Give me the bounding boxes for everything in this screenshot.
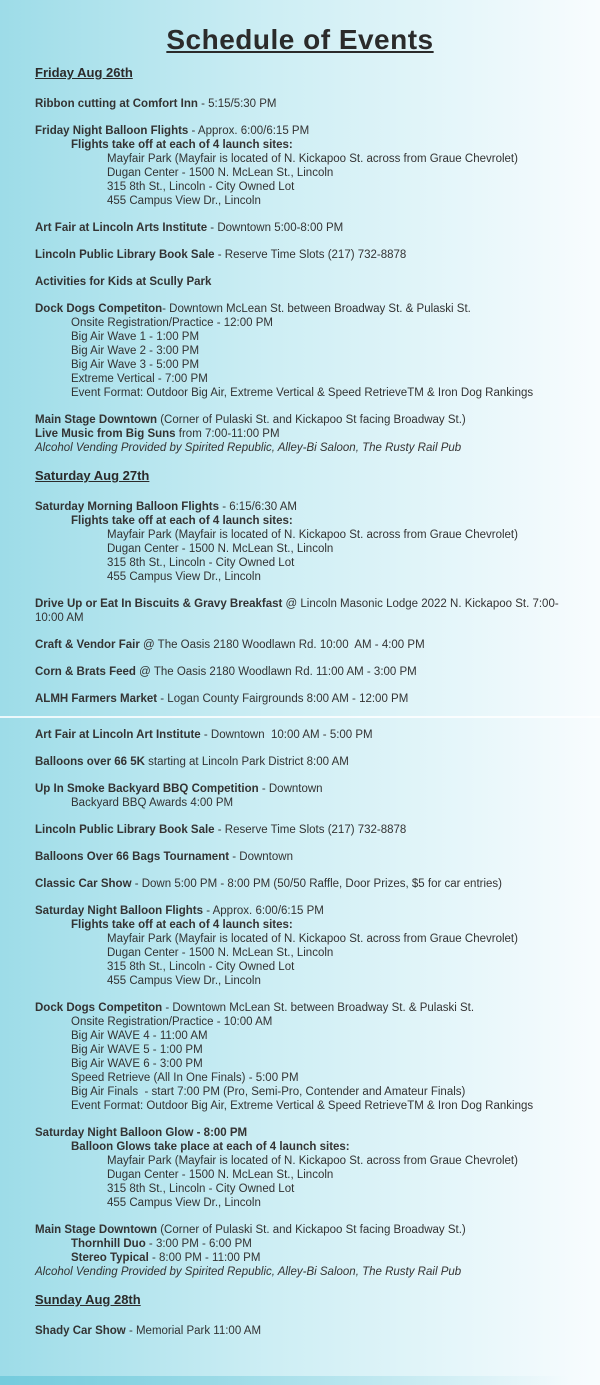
- event-line: [107, 932, 565, 946]
- event-line: [71, 330, 565, 344]
- event-detail-text: Onsite Registration/Practice - 10:00 AM: [71, 1016, 273, 1028]
- event-detail-text: Dugan Center - 1500 N. McLean St., Lincoln: [107, 1169, 334, 1181]
- event-line: [107, 194, 565, 208]
- event-block: [35, 1001, 565, 1113]
- event-detail-text: - Memorial Park 11:00 AM: [125, 1325, 262, 1337]
- event-line: [107, 180, 565, 194]
- event-detail-text: - 6:15/6:30 AM: [219, 501, 297, 513]
- event-detail-text: Alcohol Vending Provided by Spirited Republic, Alley-Bi Saloon, The Rusty Rail Pub: [35, 1266, 462, 1278]
- event-detail-text: Onsite Registration/Practice - 12:00 PM: [71, 317, 273, 329]
- event-name-text: Saturday Morning Balloon Flights: [35, 501, 219, 513]
- schedule-section: [35, 468, 565, 1279]
- event-detail-text: - Downtown 10:00 AM - 5:00 PM: [200, 729, 373, 741]
- event-name-text: Corn & Brats Feed: [35, 666, 136, 678]
- event-detail-text: Mayfair Park (Mayfair is located of N. Kickapoo St. across from Graue Chevrolet): [107, 529, 518, 541]
- event-detail-text: 455 Campus View Dr., Lincoln: [107, 1197, 261, 1209]
- event-line: [35, 692, 565, 706]
- event-block: [35, 877, 565, 891]
- event-line: [107, 166, 565, 180]
- event-detail-text: Dugan Center - 1500 N. McLean St., Lincoln: [107, 543, 334, 555]
- event-line: [107, 570, 565, 584]
- event-line: [107, 152, 565, 166]
- event-line: [35, 441, 565, 455]
- event-block: [35, 1223, 565, 1279]
- event-detail-text: Big Air Finals - start 7:00 PM (Pro, Semi-Pro, Contender and Amateur Finals): [71, 1086, 466, 1098]
- event-detail-text: 455 Campus View Dr., Lincoln: [107, 195, 261, 207]
- event-detail-text: Big Air WAVE 6 - 3:00 PM: [71, 1058, 203, 1070]
- event-block: [35, 755, 565, 769]
- event-line: [35, 124, 565, 138]
- event-line: [107, 960, 565, 974]
- event-detail-text: Speed Retrieve (All In One Finals) - 5:00 PM: [71, 1072, 299, 1084]
- event-line: [35, 1265, 565, 1279]
- event-detail-text: - Approx. 6:00/6:15 PM: [203, 905, 324, 917]
- event-line: [71, 1057, 565, 1071]
- event-line: [107, 1154, 565, 1168]
- event-detail-text: @ Lincoln Masonic Lodge 2022 N. Kickapoo St. 7:00-10:00 AM: [35, 598, 559, 624]
- event-name-text: Drive Up or Eat In Biscuits & Gravy Breakfast: [35, 598, 283, 610]
- event-line: [35, 1223, 565, 1237]
- event-name-text: Stereo Typical: [71, 1252, 149, 1264]
- event-line: [71, 372, 565, 386]
- event-line: [35, 823, 565, 837]
- event-name-text: Thornhill Duo: [71, 1238, 146, 1250]
- event-detail-text: Dugan Center - 1500 N. McLean St., Lincoln: [107, 947, 334, 959]
- event-line: [71, 1015, 565, 1029]
- event-line: [35, 97, 565, 111]
- event-detail-text: @ The Oasis 2180 Woodlawn Rd. 11:00 AM - 3:00 PM: [135, 666, 417, 678]
- event-line: [107, 1182, 565, 1196]
- event-name-text: Balloons Over 66 Bags Tournament: [35, 851, 230, 863]
- event-detail-text: Mayfair Park (Mayfair is located of N. Kickapoo St. across from Graue Chevrolet): [107, 1155, 518, 1167]
- event-detail-text: 315 8th St., Lincoln - City Owned Lot: [107, 181, 295, 193]
- event-detail-text: Dugan Center - 1500 N. McLean St., Lincoln: [107, 167, 334, 179]
- event-line: [107, 528, 565, 542]
- event-block: [35, 500, 565, 584]
- event-detail-text: Extreme Vertical - 7:00 PM: [71, 373, 208, 385]
- event-name-text: Dock Dogs Competiton: [35, 1002, 163, 1014]
- event-name-text: Friday Night Balloon Flights: [35, 125, 189, 137]
- event-detail-text: Big Air Wave 1 - 1:00 PM: [71, 331, 200, 343]
- event-detail-text: - Downtown: [229, 851, 293, 863]
- event-line: [35, 877, 565, 891]
- event-detail-text: starting at Lincoln Park District 8:00 AM: [144, 756, 349, 768]
- event-name-text: Flights take off at each of 4 launch sites:: [71, 515, 293, 527]
- schedule-section: [35, 65, 565, 455]
- event-line: [35, 904, 565, 918]
- event-line: [71, 1071, 565, 1085]
- event-detail-text: from 7:00-11:00 PM: [175, 428, 280, 440]
- event-detail-text: 315 8th St., Lincoln - City Owned Lot: [107, 961, 295, 973]
- page-break-divider: [0, 716, 600, 718]
- event-line: [107, 1196, 565, 1210]
- event-name-text: Main Stage Downtown: [35, 414, 158, 426]
- event-name-text: Dock Dogs Competiton: [35, 303, 163, 315]
- schedule-section: [35, 1292, 565, 1338]
- event-line: [71, 316, 565, 330]
- event-line: [107, 542, 565, 556]
- event-line: [71, 1029, 565, 1043]
- event-detail-text: Mayfair Park (Mayfair is located of N. Kickapoo St. across from Graue Chevrolet): [107, 153, 518, 165]
- event-line: [35, 1126, 565, 1140]
- event-line: [35, 850, 565, 864]
- event-line: [71, 1140, 565, 1154]
- event-detail-text: - Approx. 6:00/6:15 PM: [188, 125, 310, 137]
- day-heading: Friday Aug 26th: [35, 65, 133, 80]
- sections: [35, 65, 565, 1338]
- event-detail-text: Event Format: Outdoor Big Air, Extreme Vertical & Speed RetrieveTM & Iron Dog Rankings: [71, 1100, 534, 1112]
- event-name-text: Lincoln Public Library Book Sale: [35, 249, 215, 261]
- event-line: [35, 500, 565, 514]
- event-block: [35, 1126, 565, 1210]
- event-detail-text: - Downtown McLean St. between Broadway St. & Pulaski St.: [162, 1002, 475, 1014]
- event-line: [35, 665, 565, 679]
- event-block: [35, 275, 565, 289]
- event-line: [71, 1251, 565, 1265]
- event-name-text: Lincoln Public Library Book Sale: [35, 824, 215, 836]
- event-line: [71, 918, 565, 932]
- event-line: [71, 1043, 565, 1057]
- event-block: [35, 97, 565, 111]
- event-block: [35, 413, 565, 455]
- event-name-text: Flights take off at each of 4 launch sites:: [71, 139, 293, 151]
- event-block: [35, 904, 565, 988]
- event-detail-text: - Reserve Time Slots (217) 732-8878: [214, 249, 407, 261]
- event-line: [71, 1085, 565, 1099]
- event-name-text: Saturday Night Balloon Flights: [35, 905, 204, 917]
- event-name-text: Shady Car Show: [35, 1325, 126, 1337]
- event-name-text: Up In Smoke Backyard BBQ Competition: [35, 783, 259, 795]
- event-line: [71, 796, 565, 810]
- event-line: [35, 413, 565, 427]
- event-detail-text: Big Air Wave 2 - 3:00 PM: [71, 345, 200, 357]
- event-line: [107, 556, 565, 570]
- event-block: [35, 692, 565, 706]
- event-line: [107, 974, 565, 988]
- event-name-text: Flights take off at each of 4 launch sites:: [71, 919, 293, 931]
- event-block: [35, 302, 565, 400]
- event-line: [35, 275, 565, 289]
- event-name-text: Ribbon cutting at Comfort Inn: [35, 98, 198, 110]
- event-block: [35, 782, 565, 810]
- event-line: [35, 1001, 565, 1015]
- page-title: Schedule of Events: [166, 24, 434, 55]
- event-name-text: Live Music from Big Suns: [35, 428, 176, 440]
- event-name-text: ALMH Farmers Market: [35, 693, 158, 705]
- event-detail-text: Event Format: Outdoor Big Air, Extreme Vertical & Speed RetrieveTM & Iron Dog Rankings: [71, 387, 534, 399]
- event-line: [35, 427, 565, 441]
- event-line: [107, 1168, 565, 1182]
- event-detail-text: Big Air Wave 3 - 5:00 PM: [71, 359, 200, 371]
- event-detail-text: - Downtown McLean St. between Broadway St. & Pulaski St.: [162, 303, 471, 315]
- event-block: [35, 124, 565, 208]
- event-line: [35, 638, 565, 652]
- event-line: [35, 728, 565, 742]
- event-detail-text: - 3:00 PM - 6:00 PM: [145, 1238, 252, 1250]
- event-line: [35, 1324, 565, 1338]
- event-detail-text: Big Air WAVE 5 - 1:00 PM: [71, 1044, 203, 1056]
- event-line: [35, 755, 565, 769]
- bottom-gradient-band: [0, 1376, 600, 1385]
- event-name-text: Activities for Kids at Scully Park: [35, 276, 212, 288]
- event-name-text: Balloon Glows take place at each of 4 launch sites:: [71, 1141, 350, 1153]
- event-name-text: Craft & Vendor Fair: [35, 639, 140, 651]
- event-detail-text: - Down 5:00 PM - 8:00 PM (50/50 Raffle, Door Prizes, $5 for car entries): [131, 878, 503, 890]
- event-line: [35, 782, 565, 796]
- event-block: [35, 823, 565, 837]
- event-detail-text: - Logan County Fairgrounds 8:00 AM - 12:00 PM: [157, 693, 409, 705]
- event-line: [71, 386, 565, 400]
- event-line: [71, 344, 565, 358]
- event-line: [35, 221, 565, 235]
- event-detail-text: Alcohol Vending Provided by Spirited Republic, Alley-Bi Saloon, The Rusty Rail Pub: [35, 442, 462, 454]
- event-line: [107, 946, 565, 960]
- day-heading: Sunday Aug 28th: [35, 1292, 141, 1307]
- event-name-text: Balloons over 66 5K: [35, 756, 145, 768]
- event-detail-text: - Downtown 5:00-8:00 PM: [207, 222, 344, 234]
- event-detail-text: Big Air WAVE 4 - 11:00 AM: [71, 1030, 208, 1042]
- event-line: [71, 514, 565, 528]
- event-detail-text: 455 Campus View Dr., Lincoln: [107, 975, 261, 987]
- event-line: [35, 597, 565, 625]
- event-block: [35, 1324, 565, 1338]
- event-detail-text: Mayfair Park (Mayfair is located of N. Kickapoo St. across from Graue Chevrolet): [107, 933, 518, 945]
- event-detail-text: (Corner of Pulaski St. and Kickapoo St facing Broadway St.): [157, 1224, 466, 1236]
- day-heading: Saturday Aug 27th: [35, 468, 150, 483]
- event-block: [35, 850, 565, 864]
- event-line: [35, 302, 565, 316]
- event-detail-text: 315 8th St., Lincoln - City Owned Lot: [107, 1183, 295, 1195]
- event-detail-text: - 8:00 PM - 11:00 PM: [148, 1252, 261, 1264]
- event-name-text: Main Stage Downtown: [35, 1224, 158, 1236]
- event-block: [35, 221, 565, 235]
- event-block: [35, 248, 565, 262]
- event-detail-text: @ The Oasis 2180 Woodlawn Rd. 10:00 AM - 4:00 PM: [139, 639, 425, 651]
- event-detail-text: - Downtown: [258, 783, 323, 795]
- event-detail-text: - Reserve Time Slots (217) 732-8878: [214, 824, 407, 836]
- event-name-text: Saturday Night Balloon Glow - 8:00 PM: [35, 1127, 248, 1139]
- event-block: [35, 638, 565, 652]
- event-detail-text: 455 Campus View Dr., Lincoln: [107, 571, 261, 583]
- event-detail-text: (Corner of Pulaski St. and Kickapoo St facing Broadway St.): [157, 414, 466, 426]
- event-detail-text: 315 8th St., Lincoln - City Owned Lot: [107, 557, 295, 569]
- event-name-text: Art Fair at Lincoln Art Institute: [35, 729, 201, 741]
- event-detail-text: - 5:15/5:30 PM: [197, 98, 277, 110]
- event-name-text: Classic Car Show: [35, 878, 132, 890]
- event-line: [71, 138, 565, 152]
- event-line: [71, 1237, 565, 1251]
- event-line: [35, 248, 565, 262]
- event-detail-text: Backyard BBQ Awards 4:00 PM: [71, 797, 234, 809]
- event-block: [35, 665, 565, 679]
- event-line: [71, 358, 565, 372]
- event-block: [35, 597, 565, 625]
- event-block: [35, 728, 565, 742]
- event-line: [71, 1099, 565, 1113]
- event-name-text: Art Fair at Lincoln Arts Institute: [35, 222, 208, 234]
